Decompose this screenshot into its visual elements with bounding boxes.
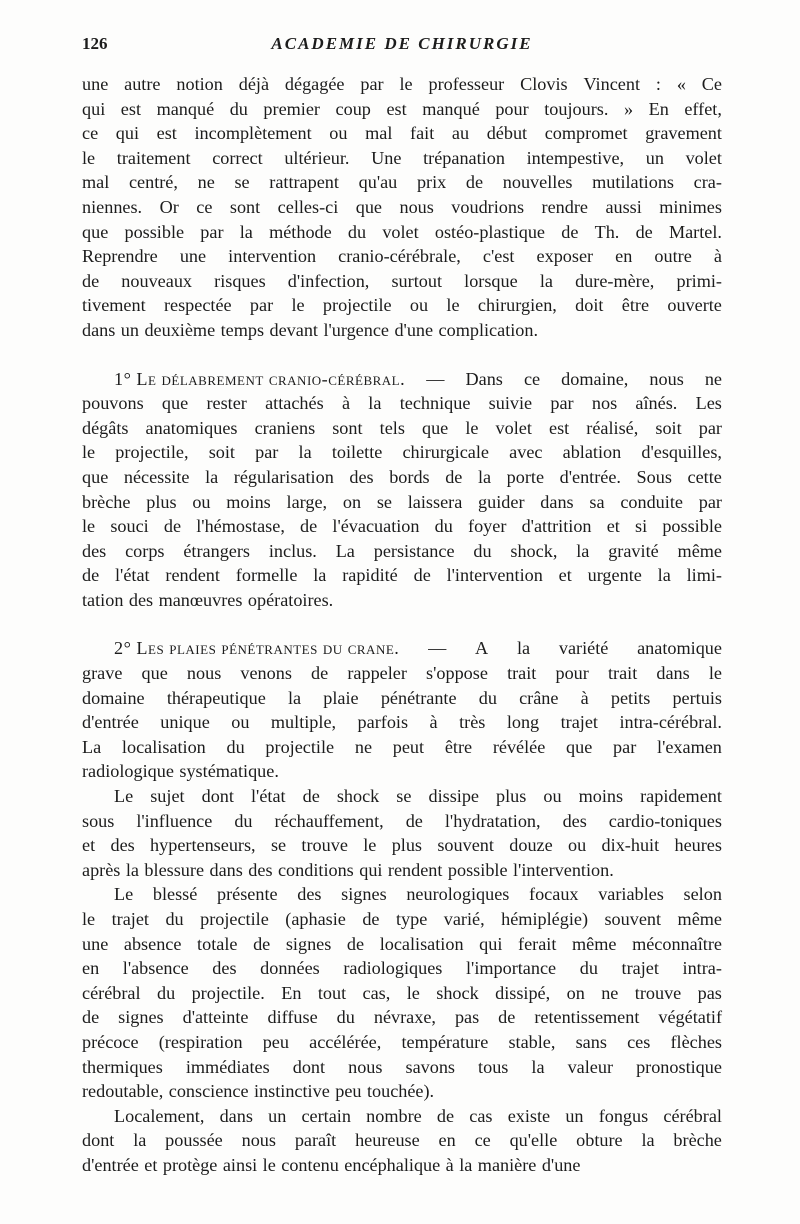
text-line: pouvons que rester attachés à la technique suivie par nos aînés. Les [82,393,722,414]
text-line: tation des manœuvres opératoires. [82,589,334,610]
text-line: ce qui est incomplètement ou mal fait au début compromet gravement [82,123,722,144]
paragraph [82,72,722,343]
text-line: de signes d'atteinte diffuse du névraxe, pas de retentissement végétatif [82,1007,722,1028]
text-line: tivement respectée par le projectile ou le chirurgien, doit être ouverte [82,295,722,316]
text-line: La localisation du projectile ne peut être révélée que par l'examen [82,736,722,757]
text-line: brèche plus ou moins large, on se laissera guider dans sa conduite par [82,491,722,512]
text-line: le traitement correct ultérieur. Une trépanation intempestive, un volet [82,147,722,168]
text-line: Reprendre une intervention cranio-cérébrale, c'est exposer en outre à [82,246,722,267]
journal-title: ACADEMIE DE CHIRURGIE [271,34,533,53]
text-line: radiologique systématique. [82,761,279,782]
text-line: d'entrée unique ou multiple, parfois à très long trajet intra-cérébral. [82,712,722,733]
paragraph [82,784,722,882]
text-line: niennes. Or ce sont celles-ci que nous voudrions rendre aussi minimes [82,196,722,217]
text-line: dégâts anatomiques craniens sont tels que le volet est réalisé, soit par [82,417,722,438]
section-gap [82,343,722,367]
paragraph [82,1104,722,1178]
text-line: thermiques immédiates dont nous savons tous la valeur pronostique [82,1056,722,1077]
text-line: Le blessé présente des signes neurologiques focaux variables selon [114,884,722,905]
text-line: précoce (respiration peu accélérée, température stable, sans ces flèches [82,1031,722,1052]
text-line: en l'absence des données radiologiques l'importance du trajet intra- [82,958,722,979]
text-line: d'entrée et protège ainsi le contenu encéphalique à la manière d'une [82,1154,581,1175]
paragraph [82,882,722,1103]
text-line: des corps étrangers inclus. La persistance du shock, la gravité même [82,540,722,561]
text-line: Le sujet dont l'état de shock se dissipe plus ou moins rapidement [114,786,722,807]
text-line: une absence totale de signes de localisation qui ferait même méconnaître [82,933,722,954]
text-line: mal centré, ne se rattrapent qu'au prix de nouvelles mutilations cra- [82,172,722,193]
text-line: qui est manqué du premier coup est manqué pour toujours. » En effet, [82,98,722,119]
text-line: sous l'influence du réchauffement, de l'hydratation, des cardio-toniques [82,810,722,831]
text-line: le projectile, soit par la toilette chirurgicale avec ablation d'esquilles, [82,442,722,463]
text-line: de nouveaux risques d'infection, surtout lorsque la dure-mère, primi- [82,270,722,291]
text-line: grave que nous venons de rappeler s'oppose trait pour trait dans le [82,663,722,684]
text-line: que nécessite la régularisation des bords de la porte d'entrée. Sous cette [82,466,722,487]
text-line: le trajet du projectile (aphasie de type varié, hémiplégie) souvent même [82,909,722,929]
text-line: dont la poussée nous paraît heureuse en ce qu'elle obture la brèche [82,1130,722,1151]
paragraph [82,367,722,613]
text-line: Localement, dans un certain nombre de cas existe un fongus cérébral [114,1105,722,1126]
section-heading: 1° Le délabrement cranio-cérébral. [114,368,406,389]
section-heading: 2° Les plaies pénétrantes du crane. [114,638,400,659]
page-number: 126 [82,34,108,53]
text-line: que possible par la méthode du volet ostéo-plastique de Th. de Martel. [82,221,722,242]
text-line: 1° Le délabrement cranio-cérébral. — Dans ce domaine, nous ne [82,367,722,392]
paragraph [82,636,722,784]
text-line: redoutable, conscience instinctive peu touchée). [82,1081,435,1102]
text-line: une autre notion déjà dégagée par le professeur Clovis Vincent : « Ce [82,74,722,94]
body-text [82,72,722,1178]
text-line: domaine thérapeutique la plaie pénétrante du crâne à petits pertuis [82,687,722,708]
text-line: de l'état rendent formelle la rapidité de l'intervention et urgente la limi- [82,565,722,586]
text-line: le souci de l'hémostase, de l'évacuation du foyer d'attrition et si possible [82,516,722,537]
section-gap [82,612,722,636]
running-head [82,34,722,56]
text-line: après la blessure dans des conditions qui rendent possible l'intervention. [82,859,614,880]
text-line: 2° Les plaies pénétrantes du crane. — A la variété anatomique [82,636,722,661]
text-line: cérébral du projectile. En tout cas, le shock dissipé, on ne trouve pas [82,982,722,1003]
text-line: dans un deuxième temps devant l'urgence d'une complication. [82,319,539,340]
text-line: et des hypertenseurs, se trouve le plus souvent douze ou dix-huit heures [82,835,722,856]
